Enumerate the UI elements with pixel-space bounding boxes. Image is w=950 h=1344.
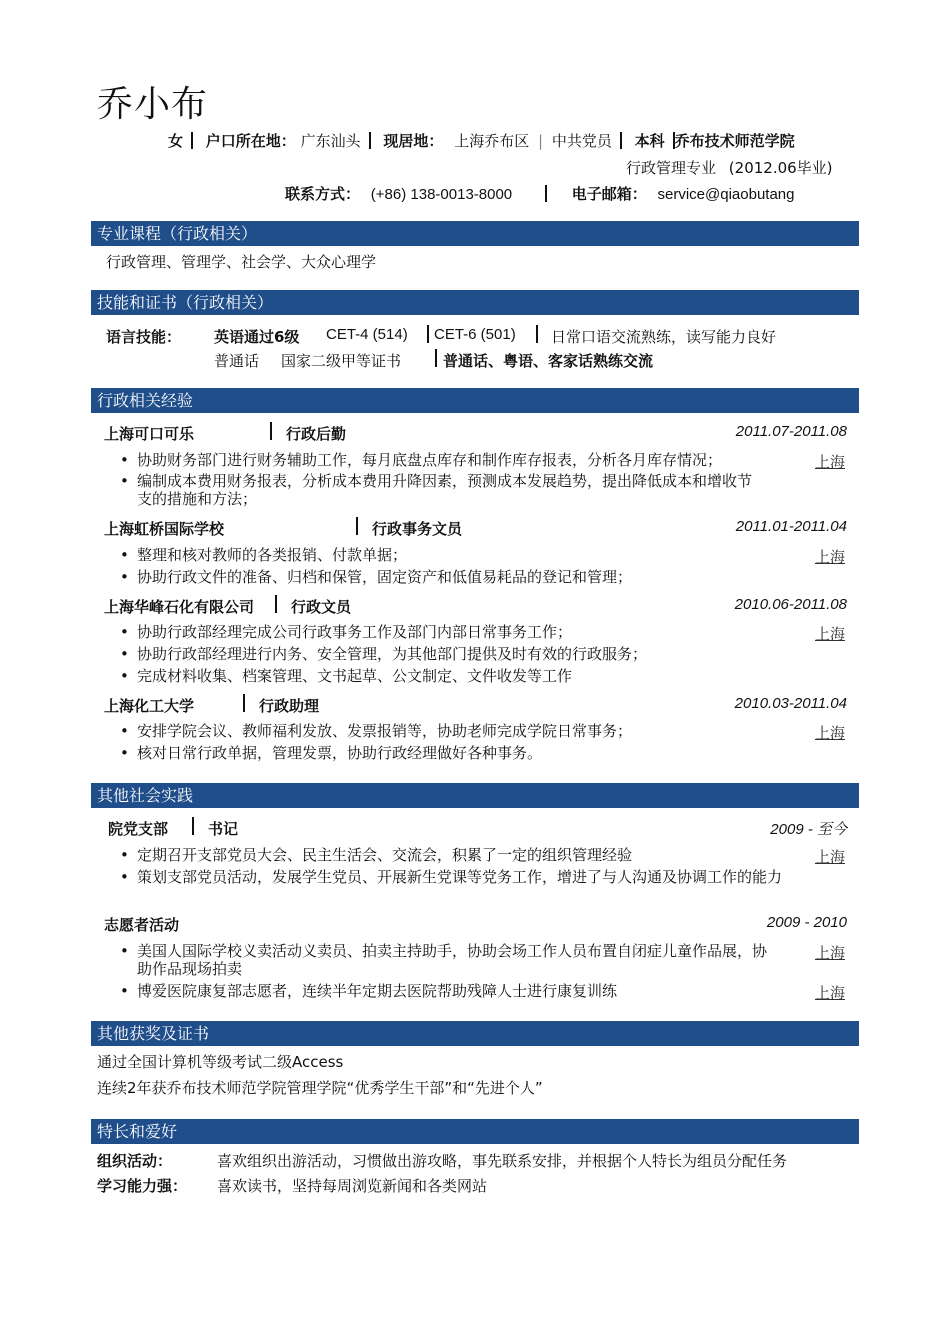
section-social-title: 其他社会实践 xyxy=(91,783,859,808)
courses-text: 行政管理、管理学、社会学、大众心理学 xyxy=(106,253,377,271)
social-bullet: 美国人国际学校义卖活动义卖员、拍卖主持助手，协助会场工作人员布置自闭症儿童作品展，协助作品现场拍卖 xyxy=(137,942,768,978)
divider xyxy=(243,694,245,712)
cet4-score: CET-4 (514) xyxy=(326,326,408,343)
section-skills-title: 技能和证书（行政相关） xyxy=(91,290,859,315)
job-location: 上海 xyxy=(815,625,846,643)
contact-line xyxy=(285,183,795,204)
job-location: 上海 xyxy=(815,548,846,566)
social-bullet: 博爱医院康复部志愿者，连续半年定期去医院帮助残障人士进行康复训练 xyxy=(137,982,618,1000)
job-bullet: 整理和核对教师的各类报销、付款单据； xyxy=(137,546,408,564)
bullet: • xyxy=(120,982,129,1000)
hukou-value: 广东汕头 xyxy=(300,132,361,150)
graduation: (2012.06毕业) xyxy=(728,159,833,177)
bullet: • xyxy=(120,623,129,641)
party: 中共党员 xyxy=(551,132,612,150)
job-location: 上海 xyxy=(815,724,846,742)
job-bullet: 完成材料收集、档案管理、文书起草、公文制定、文件收发等工作 xyxy=(137,667,573,685)
divider xyxy=(191,132,193,149)
job-role: 行政文员 xyxy=(291,598,352,616)
email-label: 电子邮箱： xyxy=(571,185,647,203)
mandarin: 普通话 xyxy=(214,352,260,370)
hobby-text: 喜欢组织出游活动，习惯做出游攻略，事先联系安排，并根据个人特长为组员分配任务 xyxy=(217,1152,788,1170)
contact-label: 联系方式： xyxy=(285,185,361,203)
residence-value: 上海乔布区 xyxy=(454,132,530,150)
divider xyxy=(192,817,194,835)
social-location: 上海 xyxy=(815,944,846,962)
job-bullet: 协助行政部经理完成公司行政事务工作及部门内部日常事务工作； xyxy=(137,623,573,641)
job-date: 2011.07-2011.08 xyxy=(735,423,847,440)
hobby-label: 组织活动： xyxy=(97,1152,173,1170)
resume-name: 乔小布 xyxy=(97,84,209,125)
section-hobbies-title: 特长和爱好 xyxy=(91,1119,859,1144)
job-role: 行政事务文员 xyxy=(372,520,463,538)
social-location: 上海 xyxy=(815,848,846,866)
bullet: • xyxy=(120,722,129,740)
job-org: 上海化工大学 xyxy=(104,697,195,715)
hukou-label: 户口所在地： xyxy=(205,132,296,150)
hobby-label: 学习能力强： xyxy=(97,1177,188,1195)
job-org: 上海虹桥国际学校 xyxy=(104,520,225,538)
mandarin-cert: 国家二级甲等证书 xyxy=(281,352,402,370)
job-bullet: 协助行政部经理进行内务、安全管理，为其他部门提供及时有效的行政服务； xyxy=(137,645,648,663)
personal-info-line xyxy=(168,130,795,151)
divider xyxy=(545,185,547,202)
major: 行政管理专业 xyxy=(626,159,717,177)
english-level: 英语通过6级 xyxy=(214,328,300,346)
social-bullet: 策划支部党员活动，发展学生党员、开展新生党课等党务工作，增进了与人沟通及协调工作的能力 xyxy=(137,868,783,886)
job-location: 上海 xyxy=(815,453,846,471)
job-bullet: 核对日常行政单据，管理发票，协助行政经理做好各种事务。 xyxy=(137,744,543,762)
bullet: • xyxy=(120,645,129,663)
email: service@qiaobutang xyxy=(657,186,795,203)
divider xyxy=(356,517,358,535)
language-label: 语言技能： xyxy=(106,328,182,346)
school: 乔布技术师范学院 xyxy=(674,132,795,150)
social-bullet: 定期召开支部党员大会、民主生活会、交流会，积累了一定的组织管理经验 xyxy=(137,846,633,864)
social-org: 院党支部 xyxy=(108,820,169,838)
section-experience-title: 行政相关经验 xyxy=(91,388,859,413)
divider xyxy=(435,349,437,367)
bullet: • xyxy=(120,744,129,762)
bullet: • xyxy=(120,472,129,490)
degree: 本科 xyxy=(634,132,665,150)
job-role: 行政后勤 xyxy=(286,425,347,443)
section-courses-title: 专业课程（行政相关） xyxy=(91,221,859,246)
gender: 女 xyxy=(168,132,184,150)
social-date: 2009 - 2010 xyxy=(766,914,847,931)
job-bullet: 安排学院会议、教师福利发放、发票报销等，协助老师完成学院日常事务； xyxy=(137,722,633,740)
bullet: • xyxy=(120,451,129,469)
bullet: • xyxy=(120,868,129,886)
social-role: 书记 xyxy=(208,820,239,838)
section-awards-title: 其他获奖及证书 xyxy=(91,1021,859,1046)
job-bullet: 协助财务部门进行财务辅助工作，每月底盘点库存和制作库存报表，分析各月库存情况； xyxy=(137,451,723,469)
bullet: • xyxy=(120,568,129,586)
divider xyxy=(275,595,277,613)
award-item: 连续2年获乔布技术师范学院管理学院“优秀学生干部”和“先进个人” xyxy=(97,1079,543,1097)
job-date: 2010.06-2011.08 xyxy=(734,596,847,613)
social-date: 2009 - 至今 xyxy=(770,821,847,838)
divider-light: | xyxy=(537,132,544,150)
divider xyxy=(270,422,272,440)
residence-label: 现居地： xyxy=(383,132,444,150)
phone: (+86) 138-0013-8000 xyxy=(370,186,513,203)
job-date: 2010.03-2011.04 xyxy=(734,695,847,712)
dialects: 普通话、粤语、客家话熟练交流 xyxy=(443,352,654,370)
oral-ability: 日常口语交流熟练，读写能力良好 xyxy=(551,328,777,346)
bullet: • xyxy=(120,942,129,960)
hobby-text: 喜欢读书，坚持每周浏览新闻和各类网站 xyxy=(217,1177,488,1195)
divider xyxy=(427,325,429,343)
divider xyxy=(369,132,371,149)
major-line xyxy=(626,157,833,178)
job-date: 2011.01-2011.04 xyxy=(735,518,847,535)
job-org: 上海华峰石化有限公司 xyxy=(104,598,255,616)
award-item: 通过全国计算机等级考试二级Access xyxy=(97,1053,344,1071)
divider xyxy=(536,325,538,343)
divider xyxy=(620,132,622,149)
job-role: 行政助理 xyxy=(259,697,320,715)
job-org: 上海可口可乐 xyxy=(104,425,195,443)
social-org: 志愿者活动 xyxy=(104,916,180,934)
bullet: • xyxy=(120,667,129,685)
cet6-score: CET-6 (501) xyxy=(434,326,516,343)
job-bullet: 协助行政文件的准备、归档和保管，固定资产和低值易耗品的登记和管理； xyxy=(137,568,633,586)
bullet: • xyxy=(120,846,129,864)
social-location: 上海 xyxy=(815,984,846,1002)
job-bullet: 编制成本费用财务报表，分析成本费用升降因素，预测成本发展趋势，提出降低成本和增收节支的措施和方法； xyxy=(137,472,753,508)
bullet: • xyxy=(120,546,129,564)
